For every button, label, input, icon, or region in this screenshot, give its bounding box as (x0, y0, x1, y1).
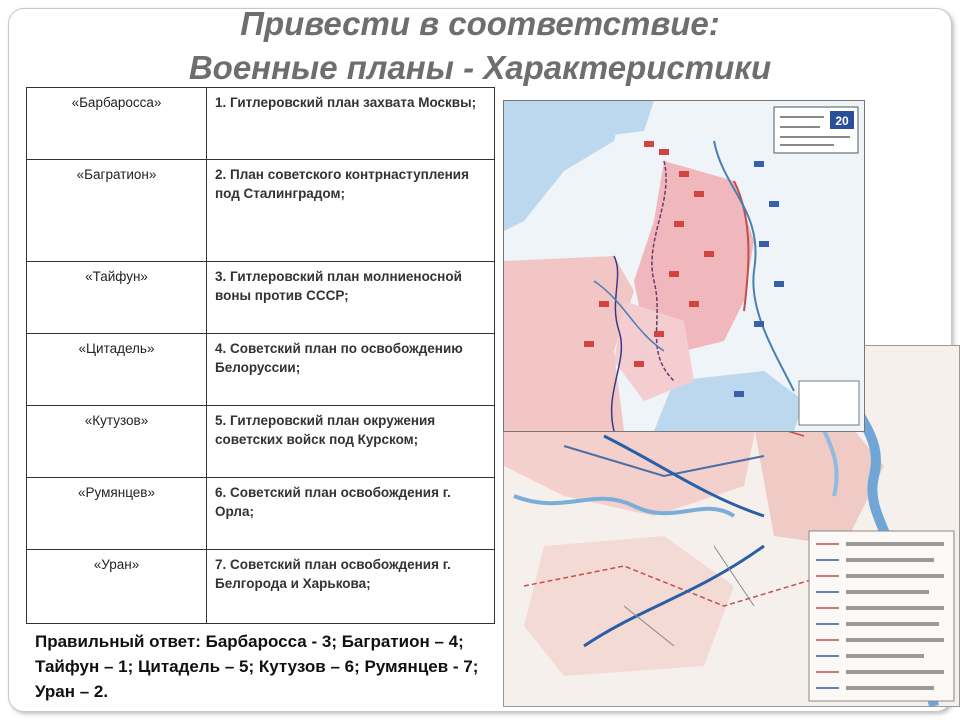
slide-title-line-2: Военные планы - Характеристики (188, 49, 772, 86)
table-row (27, 160, 495, 262)
table-row (27, 334, 495, 406)
map-badge-number: 20 (835, 114, 849, 128)
barbarossa-map-image (503, 100, 865, 432)
plan-description: 4. Советский план по освобождению Белоруссии; (207, 334, 495, 406)
plan-name: «Кутузов» (27, 406, 207, 478)
plan-description: 3. Гитлеровский план молниеносной воны против СССР; (207, 262, 495, 334)
table-row (27, 88, 495, 160)
plan-name: «Барбаросса» (27, 88, 207, 160)
plan-name: «Багратион» (27, 160, 207, 262)
plan-name: «Румянцев» (27, 478, 207, 550)
plan-description: 6. Советский план освобождения г. Орла; (207, 478, 495, 550)
table-row (27, 478, 495, 550)
correct-answer: Правильный ответ: Барбаросса - 3; Багратион – 4; Тайфун – 1; Цитадель – 5; Кутузов – 6; Румянцев - 7; Уран – 2. (35, 632, 479, 701)
plan-description: 2. План советского контрнаступления под Сталинградом; (207, 160, 495, 262)
plan-description: 7. Советский план освобождения г. Белгорода и Харькова; (207, 550, 495, 624)
plans-table (26, 87, 495, 624)
plan-name: «Тайфун» (27, 262, 207, 334)
table-row (27, 262, 495, 334)
table-row (27, 550, 495, 624)
plan-name: «Уран» (27, 550, 207, 624)
table-row (27, 406, 495, 478)
slide-title-line-1: Привести в соответствие: (240, 5, 720, 42)
plan-name: «Цитадель» (27, 334, 207, 406)
plan-description: 1. Гитлеровский план захвата Москвы; (207, 88, 495, 160)
plan-description: 5. Гитлеровский план окружения советских войск под Курском; (207, 406, 495, 478)
